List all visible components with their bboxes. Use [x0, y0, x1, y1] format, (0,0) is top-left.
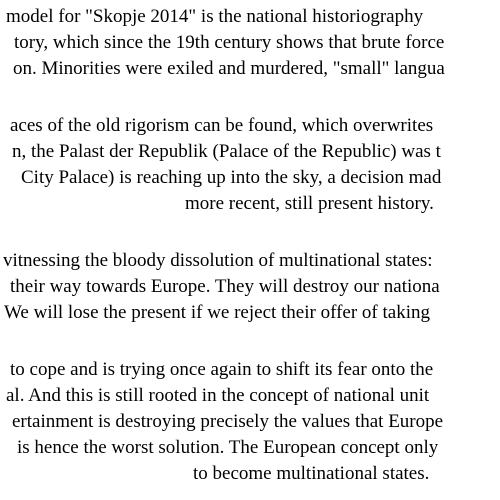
- text-line: We will lose the present if we reject their offer of taking: [4, 302, 430, 323]
- text-line: their way towards Europe. They will destroy our nationa: [10, 276, 440, 297]
- text-line: ertainment is destroying precisely the values that Europe: [12, 411, 444, 432]
- text-line: tory, which since the 19th century shows that brute force: [14, 32, 445, 53]
- text-line: City Palace) is reaching up into the sky, a decision mad: [21, 167, 442, 188]
- text-line: on. Minorities were exiled and murdered, "small" langua: [13, 58, 445, 79]
- text-line: more recent, still present history.: [185, 193, 434, 214]
- text-line: is hence the worst solution. The European concept only: [17, 437, 439, 458]
- text-line: vitnessing the bloody dissolution of multinational states:: [3, 250, 433, 271]
- text-line: to cope and is trying once again to shift its fear onto the: [10, 359, 434, 380]
- text-line: to become multinational states.: [193, 463, 430, 484]
- text-line: al. And this is still rooted in the concept of national unit: [6, 385, 430, 406]
- text-line: model for "Skopje 2014" is the national historiography: [6, 6, 424, 27]
- text-line: aces of the old rigorism can be found, which overwrites: [10, 115, 434, 136]
- text-line: n, the Palast der Republik (Palace of the Republic) was t: [12, 141, 441, 162]
